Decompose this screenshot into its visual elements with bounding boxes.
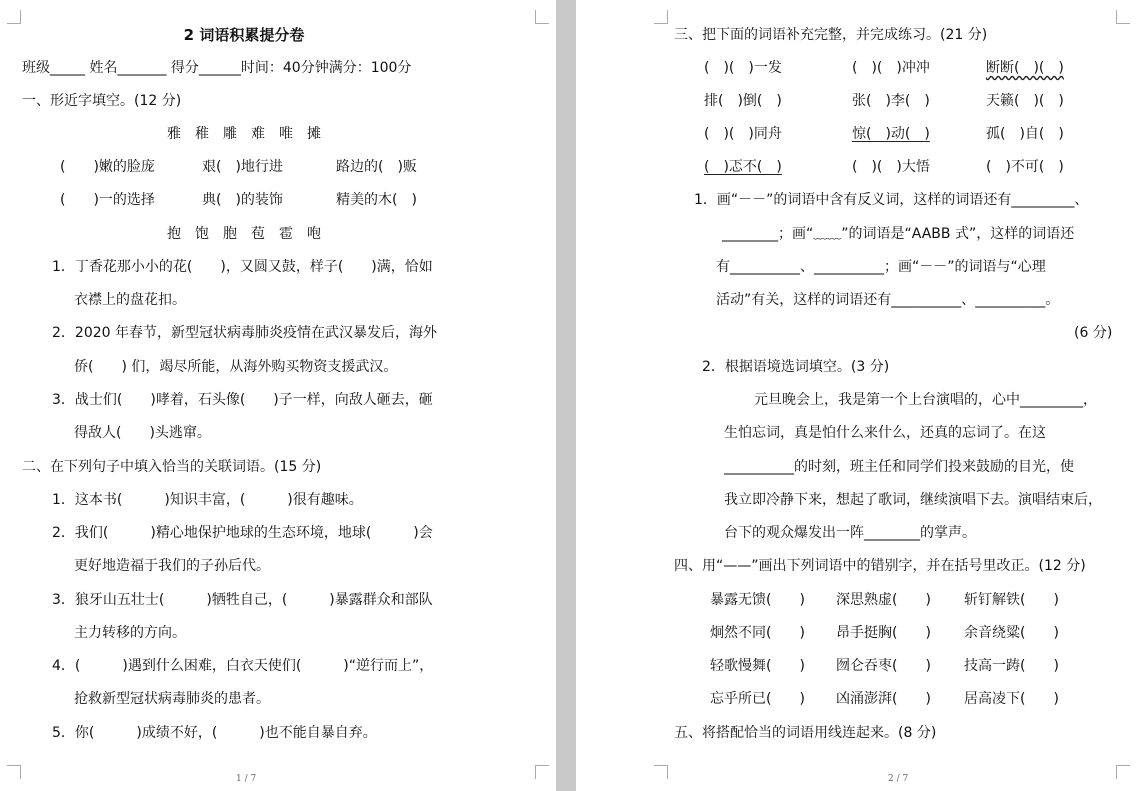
idiom-blank: 排( )倒( )	[704, 93, 782, 109]
question-line: 活动”有关，这样的词语还有__________、__________。	[716, 292, 1060, 308]
typo-item: 余音绕粱( )	[964, 625, 1059, 641]
question-line: 3．战士们( )哮着，石头像( )子一样，向敌人砸去，砸	[52, 392, 433, 408]
fill-item: 艰( )地行进	[202, 159, 283, 175]
idiom-blank-underlined: ( )忑不( )	[704, 159, 782, 175]
crop-mark	[654, 10, 668, 24]
section-4-heading: 四、用“——”画出下列词语中的错别字，并在括号里改正。(12 分)	[674, 558, 1086, 574]
char-options-1: 雅 稚 雕 难 唯 摊	[167, 126, 321, 142]
typo-item: 轻歌慢舞( )	[710, 658, 805, 674]
typo-item: 炯然不同( )	[710, 625, 805, 641]
crop-mark	[7, 765, 21, 779]
idiom-blank: ( )不可( )	[986, 159, 1064, 175]
question-line: 1．画“－－”的词语中含有反义词，这样的词语还有_________、	[694, 192, 1089, 208]
typo-item: 昂手挺胸( )	[836, 625, 931, 641]
fill-item: ( )一的选择	[60, 192, 155, 208]
page-number: 1 / 7	[236, 774, 257, 784]
typo-item: 凶涌澎湃( )	[836, 691, 931, 707]
fill-item: 精美的木( )	[336, 192, 417, 208]
idiom-blank: 张( )李( )	[852, 93, 930, 109]
idiom-blank: 天籁( )( )	[986, 93, 1064, 109]
question-line: 2．根据语境选词填空。(3 分)	[702, 359, 890, 375]
crop-mark	[1116, 10, 1130, 24]
question-line: 4．( )遇到什么困难，白衣天使们( )“逆行而上”，	[52, 658, 434, 674]
passage-line: 台下的观众爆发出一阵________的掌声。	[724, 525, 976, 541]
passage-line: 元旦晚会上，我是第一个上台演唱的，心中_________，	[754, 392, 1097, 408]
crop-mark	[535, 765, 549, 779]
page-gutter	[556, 0, 576, 791]
question-line: 得敌人( )头逃窜。	[74, 425, 211, 441]
student-info-line: 班级_____ 姓名_______ 得分______时间：40分钟满分：100分	[22, 60, 412, 76]
idiom-blank-underlined: 惊( )动( )	[852, 126, 930, 142]
fill-item: 路边的( )贩	[336, 159, 417, 175]
idiom-blank: ( )( )大悟	[852, 159, 930, 175]
typo-item: 暴露无馈( )	[710, 592, 805, 608]
fill-item: ( )嫩的脸庞	[60, 159, 155, 175]
question-line: 3．狼牙山五壮士( )牺牲自己，( )暴露群众和部队	[52, 592, 433, 608]
question-line: 5．你( )成绩不好，( )也不能自暴自弃。	[52, 725, 377, 741]
section-5-heading: 五、将搭配恰当的词语用线连起来。(8 分)	[674, 725, 937, 741]
idiom-blank-wavy: 断断( )( )	[986, 60, 1064, 76]
section-3-heading: 三、把下面的词语补充完整，并完成练习。(21 分)	[674, 27, 988, 43]
worksheet-title: 2 词语积累提分卷	[183, 26, 305, 44]
passage-line: 我立即冷静下来，想起了歌词，继续演唱下去。演唱结束后，	[724, 492, 1102, 508]
typo-item: 斩钉解铁( )	[964, 592, 1059, 608]
typo-item: 深思熟虚( )	[836, 592, 931, 608]
crop-mark	[654, 765, 668, 779]
question-line: 1．丁香花那小小的花( )，又圆又鼓，样子( )满，恰如	[52, 259, 433, 275]
idiom-blank: ( )( )冲冲	[852, 60, 930, 76]
crop-mark	[535, 10, 549, 24]
question-line: 2．我们( )精心地保护地球的生态环境，地球( )会	[52, 525, 433, 541]
passage-line: 生怕忘词，真是怕什么来什么，还真的忘词了。在这	[724, 425, 1046, 441]
question-line: 1．这本书( )知识丰富，( )很有趣味。	[52, 492, 363, 508]
typo-item: 居高凌下( )	[964, 691, 1059, 707]
crop-mark	[7, 10, 21, 24]
passage-line: __________的时刻，班主任和同学们投来鼓励的目光，使	[724, 459, 1074, 475]
question-line: 衣襟上的盘花扣。	[74, 292, 186, 308]
typo-item: 囫仑吞枣( )	[836, 658, 931, 674]
document-page-2	[576, 0, 1145, 791]
question-line: 抢救新型冠状病毒肺炎的患者。	[74, 691, 270, 707]
section-2-heading: 二、在下列句子中填入恰当的关联词语。(15 分)	[22, 459, 322, 475]
score-label: (6 分)	[1074, 325, 1113, 341]
question-line: ________；画“﹏﹏”的词语是“AABB 式”，这样的词语还	[722, 226, 1075, 242]
idiom-blank: ( )( )同舟	[704, 126, 782, 142]
question-line: 侨( ) 们，竭尽所能，从海外购买物资支援武汉。	[74, 359, 398, 375]
question-line: 更好地造福于我们的子孙后代。	[74, 558, 270, 574]
page-number: 2 / 7	[888, 774, 909, 784]
crop-mark	[1116, 765, 1130, 779]
idiom-blank: 孤( )自( )	[986, 126, 1064, 142]
fill-item: 典( )的装饰	[202, 192, 283, 208]
question-line: 有__________、__________；画“－－”的词语与“心理	[716, 259, 1046, 275]
question-line: 主力转移的方向。	[74, 625, 186, 641]
char-options-2: 抱 饱 胞 苞 雹 咆	[167, 226, 321, 242]
typo-item: 技高一踌( )	[964, 658, 1059, 674]
section-1-heading: 一、形近字填空。(12 分)	[22, 93, 182, 109]
idiom-blank: ( )( )一发	[704, 60, 782, 76]
typo-item: 忘乎所已( )	[710, 691, 805, 707]
question-line: 2．2020 年春节，新型冠状病毒肺炎疫情在武汉暴发后，海外	[52, 325, 437, 341]
document-page-1	[0, 0, 556, 791]
